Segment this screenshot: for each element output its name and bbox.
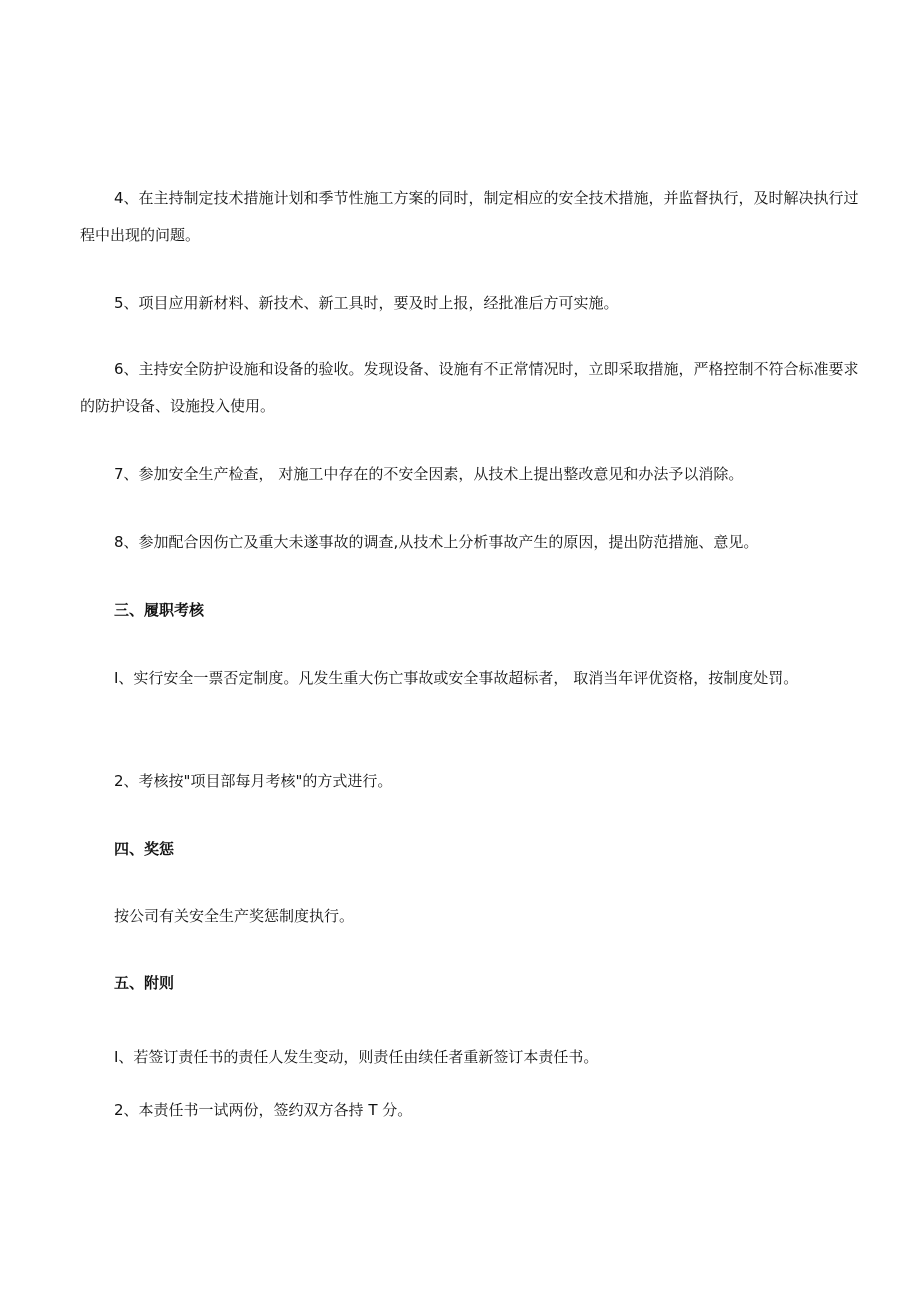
section-heading-rewards: 四、奖惩 xyxy=(114,840,175,858)
clause-8: 8、参加配合因伤亡及重大未遂事故的调查,从技术上分析事故产生的原因，提出防范措施、意见。 xyxy=(114,533,759,551)
clause-7: 7、参加安全生产检查， 对施工中存在的不安全因素，从技术上提出整改意见和办法予以消除。 xyxy=(114,465,744,483)
assessment-clause-2: 2、考核按"项目部每月考核"的方式进行。 xyxy=(114,772,393,790)
supplementary-clause-1: I、若签订责任书的责任人发生变动，则责任由续任者重新签订本责任书。 xyxy=(114,1048,599,1066)
supplementary-clause-2: 2、本责任书一试两份，签约双方各持 T 分。 xyxy=(114,1101,413,1119)
clause-6: 6、主持安全防护设施和设备的验收。发现设备、设施有不正常情况时，立即采取措施，严格控制不符合标准要求的防护设备、设施投入使用。 xyxy=(80,360,859,415)
section-heading-assessment: 三、履职考核 xyxy=(114,601,205,619)
section-heading-supplementary: 五、附则 xyxy=(114,974,175,992)
clause-4: 4、在主持制定技术措施计划和季节性施工方案的同时，制定相应的安全技术措施，并监督执行，及时解决执行过程中出现的问题。 xyxy=(80,189,859,244)
assessment-clause-1: I、实行安全一票否定制度。凡发生重大伤亡事故或安全事故超标者， 取消当年评优资格，按制度处罚。 xyxy=(114,669,799,687)
clause-5: 5、项目应用新材料、新技术、新工具时，要及时上报，经批准后方可实施。 xyxy=(114,294,619,312)
rewards-text: 按公司有关安全生产奖惩制度执行。 xyxy=(114,907,355,925)
